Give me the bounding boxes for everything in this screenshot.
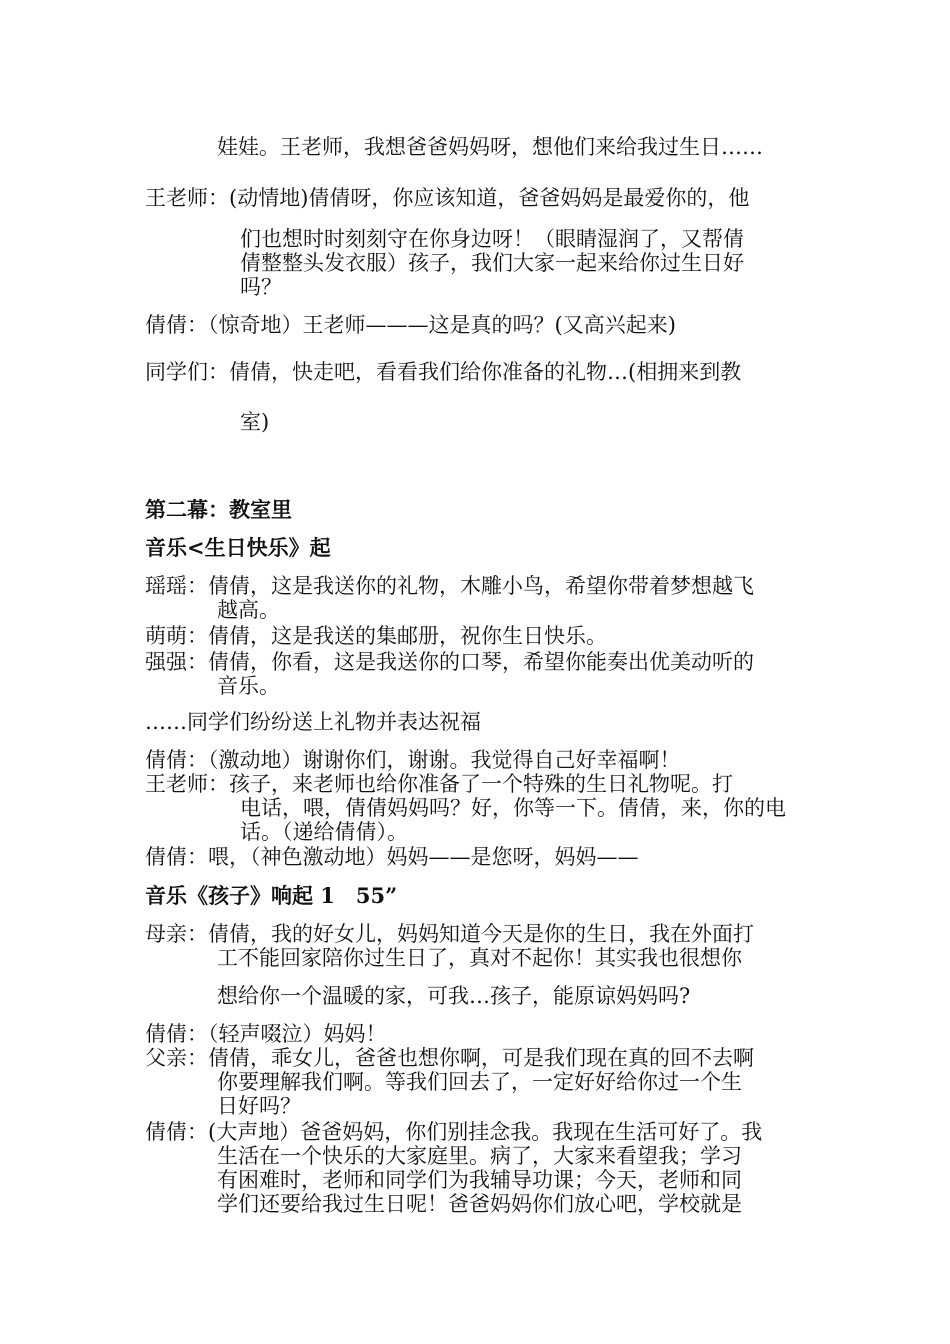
stage-direction: ……同学们纷纷送上礼物并表达祝福: [145, 710, 481, 734]
script-line: 工不能回家陪你过生日了，真对不起你！其实我也很想你: [217, 946, 742, 970]
dialogue-speaker-line: 倩倩：（轻声啜泣）妈妈！: [145, 1022, 387, 1046]
dialogue-speaker-line: 父亲：倩倩，乖女儿，爸爸也想你啊，可是我们现在真的回不去啊: [145, 1046, 754, 1070]
music-cue: 音乐《孩子》响起 1 55”: [145, 883, 398, 908]
script-line: 室): [240, 410, 270, 434]
scene-heading: 第二幕：教室里: [145, 497, 292, 522]
dialogue-speaker-line: 瑶瑶：倩倩，这是我送你的礼物，木雕小鸟，希望你带着梦想越飞: [145, 574, 754, 598]
script-line: 你要理解我们啊。等我们回去了，一定好好给你过一个生: [217, 1070, 742, 1094]
script-line: 越高。: [217, 598, 280, 622]
script-line: 电话，喂，倩倩妈妈吗？好，你等一下。倩倩，来，你的电: [240, 796, 786, 820]
script-line: 有困难时，老师和同学们为我辅导功课；今天，老师和同: [217, 1168, 742, 1192]
script-line: 们也想时时刻刻守在你身边呀！（眼睛湿润了，又帮倩: [240, 227, 744, 251]
dialogue-speaker-line: 萌萌：倩倩，这是我送的集邮册，祝你生日快乐。: [145, 624, 607, 648]
dialogue-speaker-line: 倩倩：喂，（神色激动地）妈妈——是您呀，妈妈——: [145, 845, 639, 869]
script-line: 音乐。: [217, 674, 280, 698]
script-line: 娃娃。王老师，我想爸爸妈妈呀，想他们来给我过生日……: [217, 135, 763, 159]
script-line: 学们还要给我过生日呢！爸爸妈妈你们放心吧，学校就是: [217, 1192, 742, 1216]
dialogue-speaker-line: 同学们：倩倩，快走吧，看看我们给你准备的礼物…(相拥来到教: [145, 360, 742, 384]
dialogue-speaker-line: 倩倩：（激动地）谢谢你们，谢谢。我觉得自己好幸福啊！: [145, 748, 681, 772]
dialogue-speaker-line: 王老师：(动情地)倩倩呀，你应该知道，爸爸妈妈是最爱你的，他: [145, 186, 750, 210]
dialogue-speaker-line: 倩倩：（惊奇地）王老师———这是真的吗？(又高兴起来): [145, 313, 676, 337]
dialogue-speaker-line: 王老师：孩子，来老师也给你准备了一个特殊的生日礼物呢。打: [145, 772, 733, 796]
dialogue-speaker-line: 强强：倩倩，你看，这是我送你的口琴，希望你能奏出优美动听的: [145, 650, 754, 674]
dialogue-speaker-line: 母亲：倩倩，我的好女儿，妈妈知道今天是你的生日，我在外面打: [145, 922, 754, 946]
script-line: 生活在一个快乐的大家庭里。病了，大家来看望我；学习: [217, 1144, 742, 1168]
script-line: 话。（递给倩倩）。: [240, 820, 408, 844]
script-line: 想给你一个温暖的家，可我…孩子，能原谅妈妈吗?: [217, 984, 691, 1008]
script-line: 日好吗？: [217, 1094, 301, 1118]
script-line: 吗？: [240, 275, 282, 299]
script-line: 倩整整头发衣服）孩子，我们大家一起来给你过生日好: [240, 251, 744, 275]
dialogue-speaker-line: 倩倩：(大声地）爸爸妈妈，你们别挂念我。我现在生活可好了。我: [145, 1120, 763, 1144]
music-cue: 音乐<生日快乐》起: [145, 535, 331, 560]
